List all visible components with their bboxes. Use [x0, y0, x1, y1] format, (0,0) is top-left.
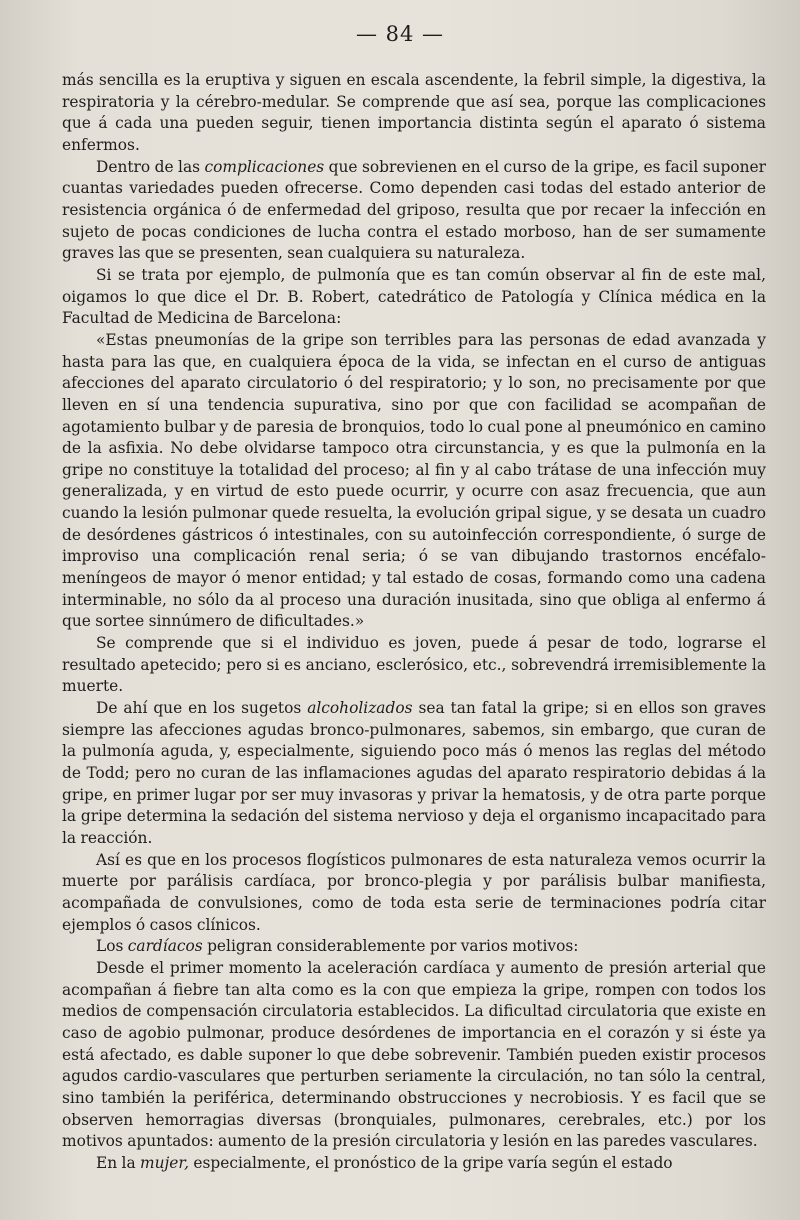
paragraph-text: que sobrevienen en el curso de la gripe, es facil suponer cuantas variedades pueden ofrecerse. Como dependen casi todas del estado anterior de resistencia orgánica ó de enfermedad del griposo, resulta que por recaer la infección en sujeto de pocas condiciones de lucha contra el estado morboso, han de ser sumamente graves las que se presenten, sean cualquiera su naturaleza.: [62, 157, 766, 263]
paragraph-text: especialmente, el pronóstico de la gripe varía según el estado: [188, 1153, 673, 1172]
italic-term: cardíacos: [127, 937, 203, 956]
paragraph: [62, 698, 766, 850]
italic-term: mujer,: [140, 1153, 189, 1172]
quoted-paragraph: «Estas pneumonías de la gripe son terribles para las personas de edad avanzada y hasta para las que, en cualquiera época de la vida, se infectan en el curso de antiguas afecciones del aparato circulatorio ó del respiratorio; y lo son, no precisamente por que lleven en sí una tendencia supurativa, sino por que con facilidad se acompañan de agotamiento bulbar y de paresia de bronquios, todo lo cual pone al pneumónico en camino de la asfixia. No debe olvidarse tampoco otra circunstancia, y es que la pulmonía en la gripe no constituye la totalidad del proceso; al fin y al cabo trátase de una infección muy generalizada, y en virtud de esto puede ocurrir, y ocurre con asaz frecuencia, que aun cuando la lesión pulmonar quede resuelta, la evolución gripal sigue, y se desata un cuadro de desórdenes gástricos ó intestinales, con su autoinfección correspondiente, ó surge de improviso una complicación renal seria; ó se van dibujando trastornos encéfalo-meníngeos de mayor ó menor entidad; y tal estado de cosas, formando como una cadena interminable, no sólo da al proceso una duración inusitada, sino que obliga al enfermo á que sortee sinnúmero de dificultades.»: [62, 330, 766, 631]
paragraph: Desde el primer momento la aceleración cardíaca y aumento de presión arterial que acompañan á fiebre tan alta como es la con que empieza la gripe, rompen con todos los medios de compensación circulatoria establecidos. La dificultad circulatoria que existe en caso de agobio pulmonar, produce desórdenes de importancia en el corazón y si éste ya está afectado, es dable suponer lo que debe sobrevenir. También pueden existir procesos agudos cardio-vasculares que perturben seriamente la circulación, no tan sólo la central, sino también la periférica, determinando obstrucciones y necrobiosis. Y es facil que se observen hemorragias diversas (bronquiales, pulmonares, cerebrales, etc.) por los motivos apuntados: aumento de la presión circulatoria y lesión en las paredes vasculares.: [62, 958, 766, 1151]
paragraph: [62, 1153, 766, 1175]
paragraph: Así es que en los procesos flogísticos pulmonares de esta naturaleza vemos ocurrir la muerte por parálisis cardíaca, por bronco-plegia y por parálisis bulbar manifiesta, acompañada de convulsiones, como de toda esta serie de terminaciones podría citar ejemplos ó casos clínicos.: [62, 850, 766, 934]
paragraph-text: Dentro de las: [96, 157, 205, 176]
paragraph-text: En la: [96, 1153, 141, 1172]
italic-term: complicaciones: [204, 157, 325, 176]
paragraph: más sencilla es la eruptiva y siguen en escala ascendente, la febril simple, la digestiva, la respiratoria y la cérebro-medular. Se comprende que así sea, porque las complicaciones que á cada una pueden seguir, tienen importancia distinta según el aparato ó sistema enfermos.: [62, 71, 766, 154]
paragraph: Se comprende que si el individuo es joven, puede á pesar de todo, lograrse el resultado apetecido; pero si es anciano, esclerósico, etc., sobrevendrá irremisiblemente la muerte.: [62, 634, 766, 696]
paragraph: [62, 936, 766, 958]
italic-term: alcoholizados: [307, 699, 413, 718]
paragraph-text: Los: [96, 937, 128, 956]
paragraph: Si se trata por ejemplo, de pulmonía que es tan común observar al fin de este mal, oigamos lo que dice el Dr. B. Robert, catedrático de Patología y Clínica médica en la Facultad de Medicina de Barcelona:: [62, 265, 766, 328]
paragraph: [62, 157, 766, 265]
paragraph-text: sea tan fatal la gripe; si en ellos son graves siempre las afecciones agudas bronco-pulmonares, sabemos, sin embargo, que curan de la pulmonía aguda, y, especialmente, siguiendo poco más ó menos las reglas del método de Todd; pero no curan de las inflamaciones agudas del aparato respiratorio debidas á la gripe, en primer lugar por ser muy invasoras y privar la hematosis, y de otra parte porque la gripe determina la sedación del sistema nervioso y deja el organismo incapacitado para la reacción.: [62, 699, 766, 847]
paragraph-text: De ahí que en los sugetos: [96, 699, 308, 718]
page-number: — 84 —: [355, 22, 445, 46]
paragraph-text: peligran considerablemente por varios motivos:: [202, 937, 579, 956]
body-text: [62, 70, 766, 1174]
